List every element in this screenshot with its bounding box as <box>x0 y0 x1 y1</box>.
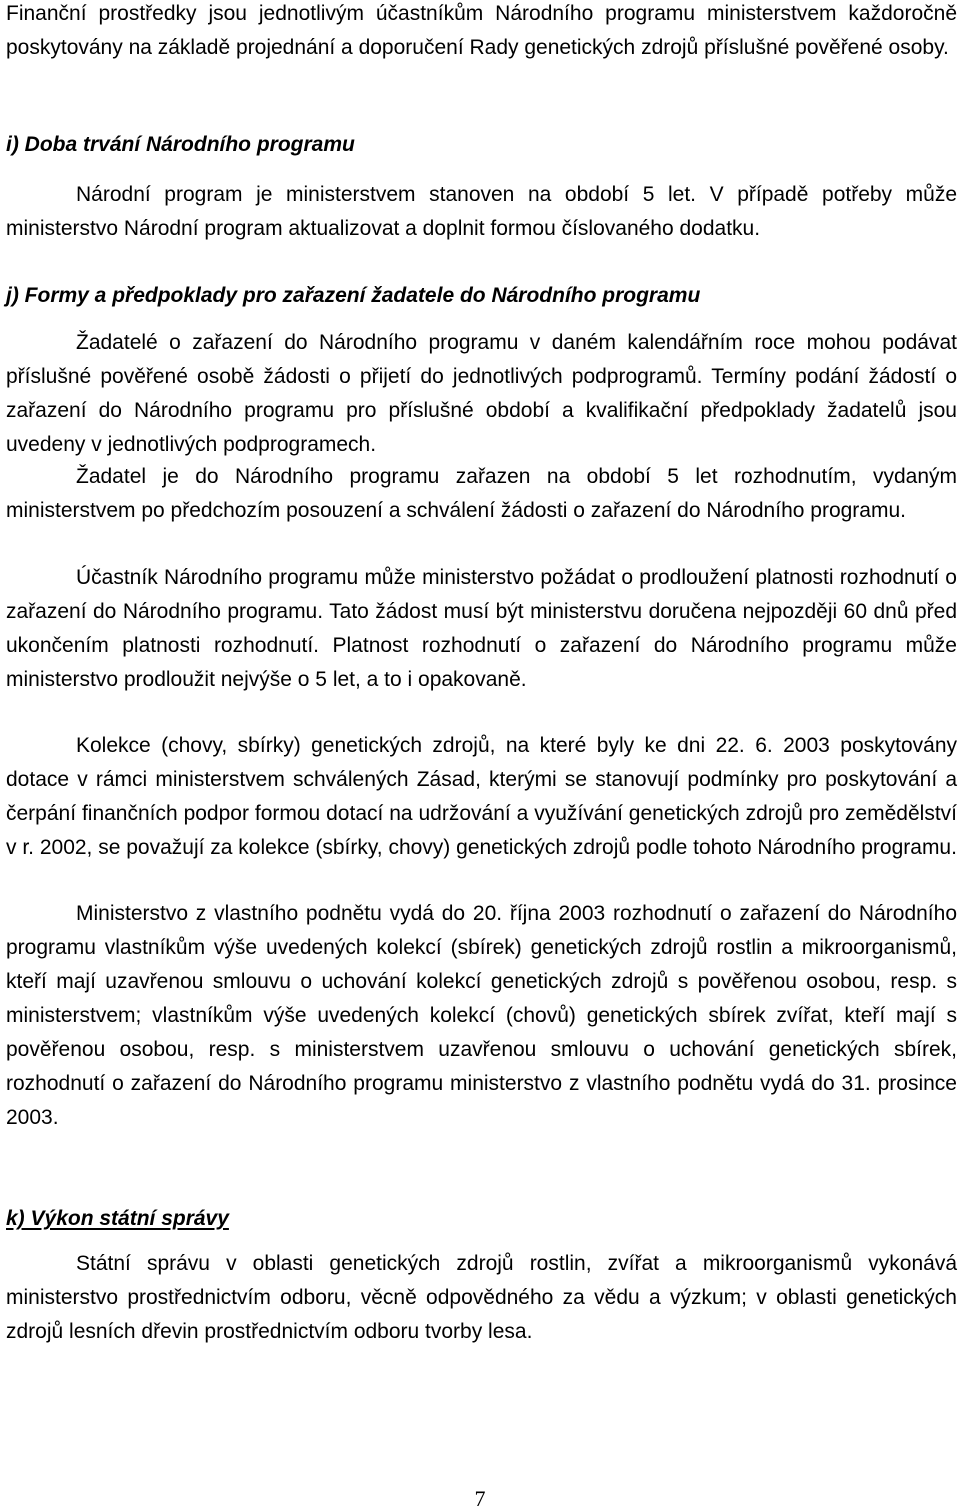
heading-j-forms-and-requirements: j) Formy a předpoklady pro zařazení žadatele do Národního programu <box>6 284 701 307</box>
paragraph-state-administration: Státní správu v oblasti genetických zdrojů rostlin, zvířat a mikroorganismů vykonává ministerstvo prostřednictvím odboru, věcně odpovědného za vědu a výzkum; v oblasti genetických zdrojů lesních dřevin prostřednictvím odboru tvorby lesa. <box>6 1252 957 1343</box>
paragraph-collections: Kolekce (chovy, sbírky) genetických zdrojů, na které byly ke dni 22. 6. 2003 poskytovány dotace v rámci ministerstvem schválených Zásad, kterými se stanovují podmínky pro poskytování a čerpání finančních podpor formou dotací na udržování a využívání genetických zdrojů pro zemědělství v r. 2002, se považují za kolekce (sbírky, chovy) genetických zdrojů podle tohoto Národního programu. <box>6 734 957 859</box>
heading-k-state-administration <box>6 1202 957 1236</box>
paragraph-ministry-decision: Ministerstvo z vlastního podnětu vydá do 20. října 2003 rozhodnutí o zařazení do Národního programu vlastníkům výše uvedených kolekcí (sbírek) genetických zdrojů rostlin a mikroorganismů, kteří mají uzavřenou smlouvu o uchování kolekcí genetických zdrojů s pověřenou osobou, resp. s ministerstvem; vlastníkům výše uvedených kolekcí (chovů) genetických sbírek zvířat, kteří mají s pověřenou osobou, resp. s ministerstvem uzavřenou smlouvu o uchování genetických sbírek, rozhodnutí o zařazení do Národního programu ministerstvo z vlastního podnětu vydá do 31. prosince 2003. <box>6 902 957 1129</box>
heading-i-program-duration: i) Doba trvání Národního programu <box>6 133 355 156</box>
heading-k-text: k) Výkon státní správy <box>6 1207 229 1230</box>
paragraph-applicants: Žadatelé o zařazení do Národního programu v daném kalendářním roce mohou podávat příslušné pověřené osobě žádosti o přijetí do jednotlivých podprogramů. Termíny podání žádostí o zařazení do Národního programu pro příslušné období a kvalifikační předpoklady žadatelů jsou uvedeny v jednotlivých podprogramech. <box>6 331 957 456</box>
paragraph-funding: Finanční prostředky jsou jednotlivým účastníkům Národního programu ministerstvem každoročně poskytovány na základě projednání a doporučení Rady genetických zdrojů příslušné pověřené osoby. <box>6 2 957 59</box>
page-number: 7 <box>474 1486 486 1511</box>
paragraph-program-duration: Národní program je ministerstvem stanoven na období 5 let. V případě potřeby může ministerstvo Národní program aktualizovat a doplnit formou číslovaného dodatku. <box>6 183 957 240</box>
paragraph-applicant-inclusion: Žadatel je do Národního programu zařazen na období 5 let rozhodnutím, vydaným ministerstvem po předchozím posouzení a schválení žádosti o zařazení do Národního programu. <box>6 465 957 522</box>
paragraph-participant-extension: Účastník Národního programu může ministerstvo požádat o prodloužení platnosti rozhodnutí o zařazení do Národního programu. Tato žádost musí být ministerstvu doručena nejpozději 60 dnů před ukončením platnosti rozhodnutí. Platnost rozhodnutí o zařazení do Národního programu může ministerstvo prodloužit nejvýše o 5 let, a to i opakovaně. <box>6 566 957 691</box>
